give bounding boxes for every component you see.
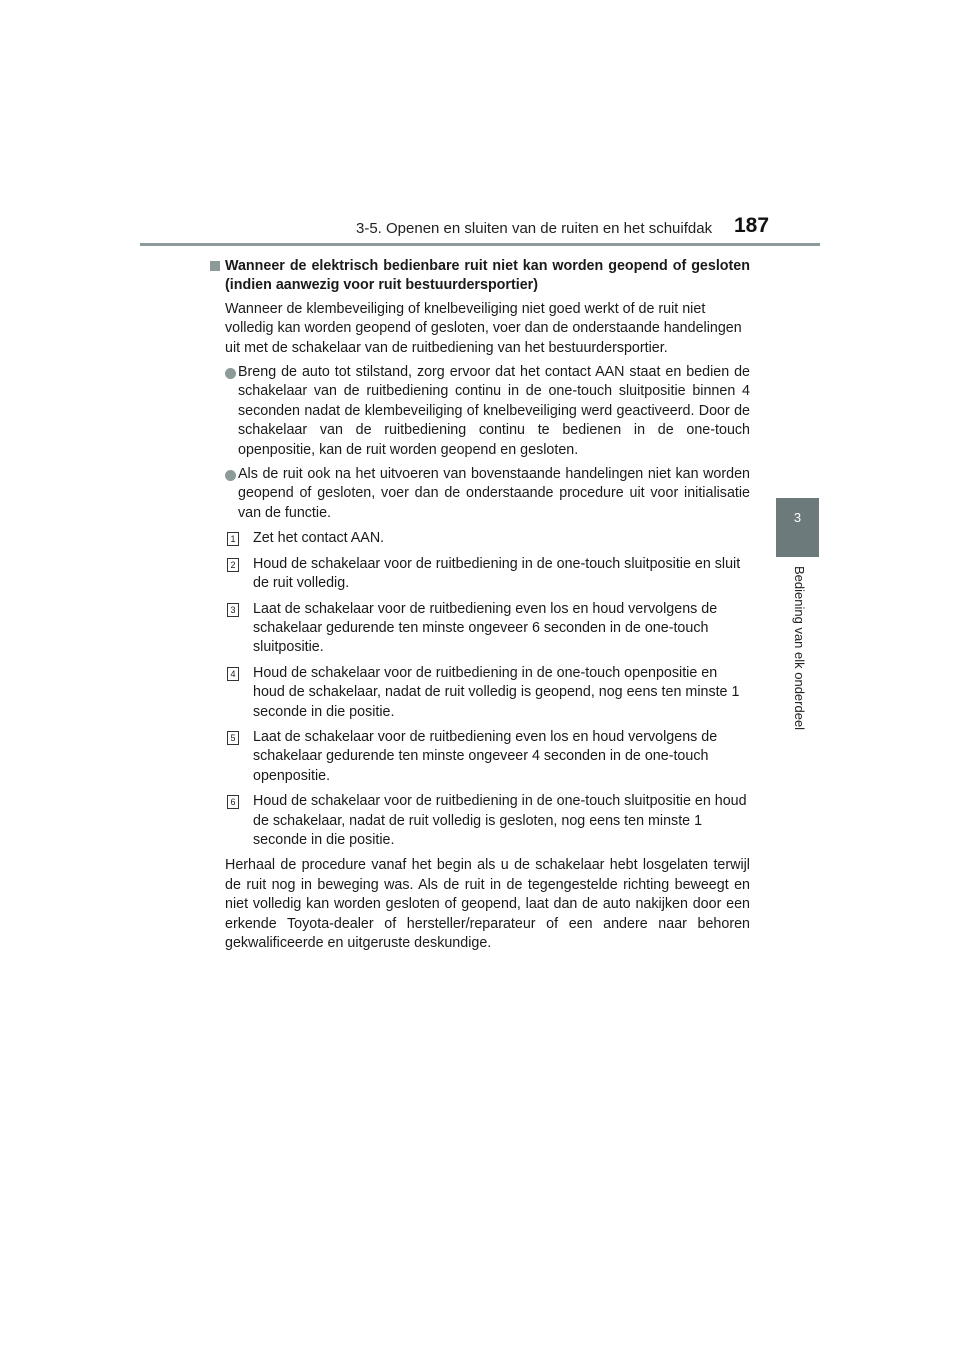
step-number-badge: 3 [227,603,239,617]
list-item [225,363,750,460]
step-number-badge: 4 [227,667,239,681]
closing-paragraph: Herhaal de procedure vanaf het begin als u de schakelaar hebt losgelaten terwijl de ruit nog in beweging was. Als de ruit in de tegengestelde richting beweegt en niet volledig kan worden gesloten of geopend, laat dan de auto nakijken door een erkende Toyota-dealer of hersteller/reparateur of een andere naar behoren gekwalificeerde en uitgeruste deskundige. [225,857,750,951]
step-number-badge: 2 [227,558,239,572]
header-divider [140,243,820,246]
step-text: Laat de schakelaar voor de ruitbediening even los en houd vervolgens de schakelaar gedurende ten minste ongeveer 6 seconden in de one-touch sluitpositie. [253,600,718,656]
list-item [225,465,750,523]
intro-paragraph: Wanneer de klembeveiliging of knelbeveiliging niet goed werkt of de ruit niet volledig kan worden geopend of gesloten, voer dan de onderstaande handelingen uit met de schakelaar van de ruitbediening van het bestuurdersportier. [225,300,742,356]
section-heading [210,257,750,296]
section-title: 3-5. Openen en sluiten van de ruiten en het schuifdak [356,220,713,237]
bullet-circle-icon [225,368,236,379]
chapter-label: Bediening van elk onderdeel [792,566,807,731]
bullet-text: Als de ruit ook na het uitvoeren van bovenstaande handelingen niet kan worden geopend of gesloten, voer dan de onderstaande procedure uit voor initialisatie van de functie. [238,466,750,521]
main-content [210,257,750,953]
chapter-tab: 3 [776,498,819,557]
procedure-step [230,555,750,594]
heading-text: Wanneer de elektrisch bedienbare ruit niet kan worden geopend of gesloten (indien aanwezig voor ruit bestuurdersportier) [225,258,750,294]
page-number: 187 [734,214,770,237]
procedure-step [230,664,750,722]
step-text: Houd de schakelaar voor de ruitbediening in de one-touch sluitpositie en sluit de ruit volledig. [253,555,741,592]
procedure-step [230,728,750,786]
bullet-circle-icon [225,470,236,481]
step-number-badge: 5 [227,731,239,745]
step-number-badge: 6 [227,795,239,809]
step-text: Houd de schakelaar voor de ruitbediening in de one-touch openpositie en houd de schakelaar, nadat de ruit volledig is geopend, nog eens ten minste 1 seconde in die positie. [253,664,740,720]
step-text: Zet het contact AAN. [253,530,385,547]
bullet-text: Breng de auto tot stilstand, zorg ervoor dat het contact AAN staat en bedien de schakelaar van de ruitbediening continu in de one-touch sluitpositie binnen 4 seconden nadat de klembeveiliging of knelbeveiliging werd geactiveerd. Door de schakelaar van de ruitbediening continu te bedienen in de one-touch openpositie, kan de ruit worden geopend en gesloten. [238,364,750,458]
heading-square-icon [210,261,220,271]
procedure-step [230,529,750,548]
step-text: Houd de schakelaar voor de ruitbediening in de one-touch sluitpositie en houd de schakelaar, nadat de ruit volledig is gesloten, nog eens ten minste 1 seconde in die positie. [253,793,747,848]
step-text: Laat de schakelaar voor de ruitbediening even los en houd vervolgens de schakelaar gedurende ten minste ongeveer 4 seconden in de one-touch openpositie. [253,728,718,784]
step-number-badge: 1 [227,532,239,546]
procedure-step [230,792,750,850]
procedure-step [230,600,750,658]
